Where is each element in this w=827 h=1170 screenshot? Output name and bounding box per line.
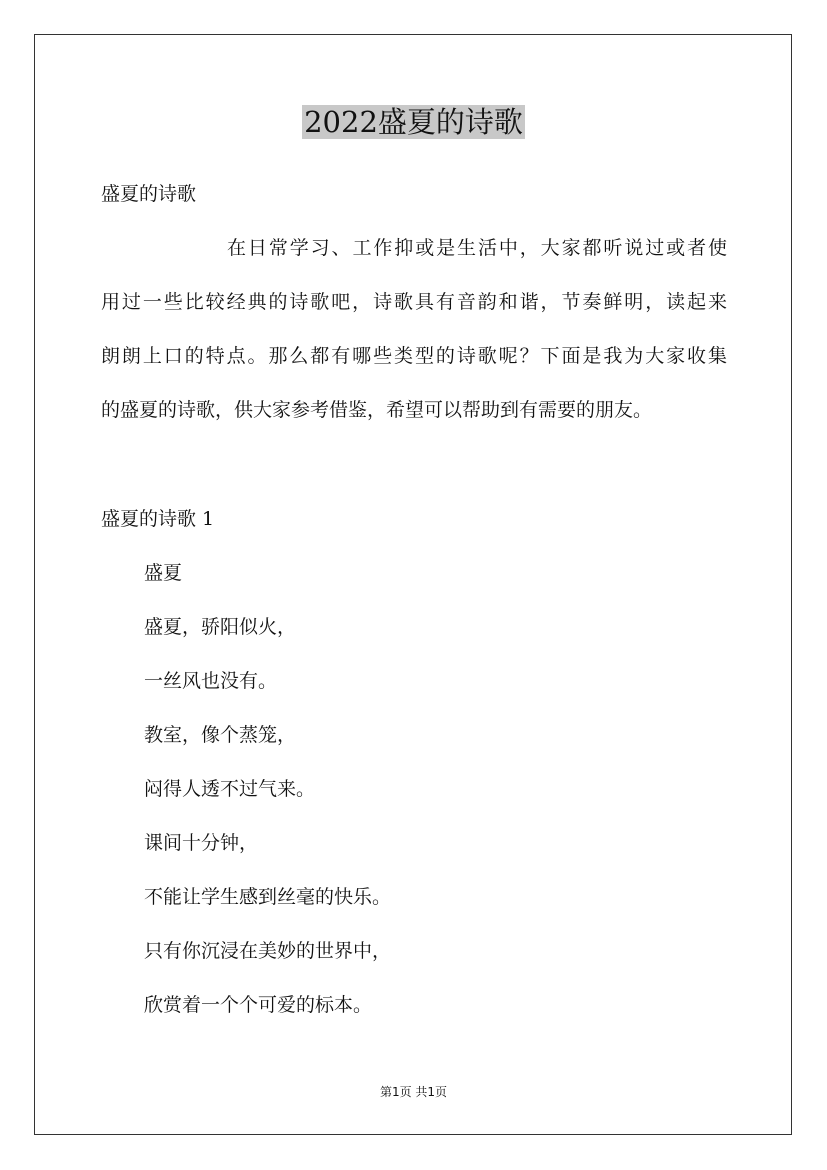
intro-paragraph-line-2: 用过一些比较经典的诗歌吧，诗歌具有音韵和谐，节奏鲜明，读起来 [101, 291, 727, 313]
poem-line-2: 一丝风也没有。 [144, 670, 278, 692]
document-title [0, 102, 827, 142]
intro-paragraph-line-3: 朗朗上口的特点。那么都有哪些类型的诗歌呢？下面是我为大家收集 [101, 345, 727, 367]
document-subtitle: 盛夏的诗歌 [101, 183, 197, 205]
intro-paragraph-line-1: 在日常学习、工作抑或是生活中，大家都听说过或者使 [227, 237, 727, 259]
section-heading: 盛夏的诗歌 1 [101, 508, 215, 530]
poem-line-6: 不能让学生感到丝毫的快乐。 [144, 886, 392, 908]
poem-title: 盛夏 [144, 562, 183, 584]
poem-line-3: 教室，像个蒸笼， [144, 724, 297, 746]
intro-paragraph-line-4: 的盛夏的诗歌，供大家参考借鉴，希望可以帮助到有需要的朋友。 [101, 399, 653, 421]
poem-line-1: 盛夏，骄阳似火， [144, 616, 297, 638]
poem-line-8: 欣赏着一个个可爱的标本。 [144, 994, 373, 1016]
poem-line-4: 闷得人透不过气来。 [144, 778, 316, 800]
page-number-footer: 第1页 共1页 [379, 1085, 448, 1099]
poem-line-7: 只有你沉浸在美妙的世界中， [144, 940, 392, 962]
document-title-text: 2022盛夏的诗歌 [304, 105, 523, 139]
poem-line-5: 课间十分钟， [144, 832, 259, 854]
